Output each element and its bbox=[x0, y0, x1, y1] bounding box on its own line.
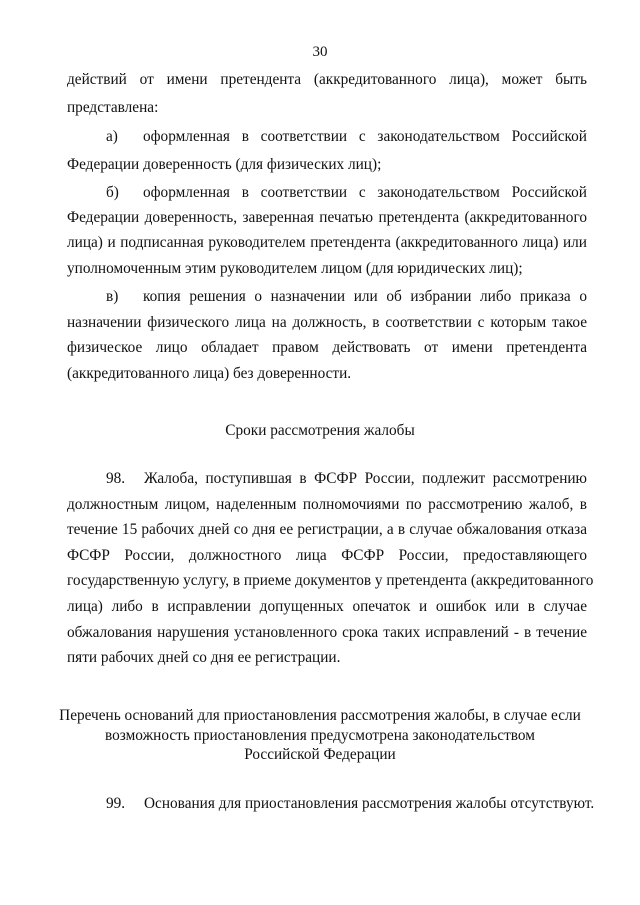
section-heading: Сроки рассмотрения жалобы bbox=[225, 422, 415, 439]
list-item-b-line: оформленная в соответствии с законодательством Российской bbox=[143, 184, 587, 201]
list-item-v-line: копия решения о назначении или об избрании либо приказа о bbox=[143, 288, 587, 305]
clause-number: 99. bbox=[106, 795, 126, 812]
section-heading: возможность приостановления предусмотрена законодательством bbox=[105, 727, 535, 744]
list-item-b-line: уполномоченным этим руководителем лицом (для юридических лиц); bbox=[67, 260, 523, 277]
paragraph-line: действий от имени претендента (аккредитованного лица), может быть bbox=[67, 71, 587, 88]
section-heading: Перечень оснований для приостановления рассмотрения жалобы, в случае если bbox=[59, 707, 581, 724]
list-item-v-line: назначении физического лица на должность, в соответствии с которым такое bbox=[67, 314, 587, 331]
list-item-v bbox=[106, 287, 587, 307]
clause-98 bbox=[106, 469, 587, 489]
list-item-b bbox=[106, 183, 587, 203]
list-marker-v: в) bbox=[106, 288, 119, 305]
list-item-b-line: Федерации доверенность, заверенная печатью претендента (аккредитованного bbox=[67, 209, 587, 226]
list-marker-b: б) bbox=[106, 184, 119, 201]
list-marker-a: а) bbox=[106, 128, 118, 145]
clause-99 bbox=[106, 794, 595, 814]
clause-98-line: государственную услугу, в приеме документов у претендента (аккредитованного bbox=[67, 572, 594, 589]
list-item-a-line: оформленная в соответствии с законодательством Российской bbox=[143, 128, 587, 145]
clause-98-line: обжалования нарушения установленного срока таких исправлений - в течение bbox=[67, 624, 587, 641]
list-item-a-line: Федерации доверенность (для физических лиц); bbox=[67, 156, 382, 173]
clause-98-line: течение 15 рабочих дней со дня ее регистрации, а в случае обжалования отказа bbox=[67, 521, 587, 538]
page-number: 30 bbox=[312, 44, 328, 60]
list-item-a bbox=[106, 127, 587, 147]
clause-98-line: Жалоба, поступившая в ФСФР России, подлежит рассмотрению bbox=[144, 470, 587, 487]
clause-98-line: ФСФР России, должностного лица ФСФР России, предоставляющего bbox=[67, 547, 587, 564]
list-item-b-line: лица) и подписанная руководителем претендента (аккредитованного лица) или bbox=[67, 234, 587, 251]
section-heading: Российской Федерации bbox=[244, 746, 396, 763]
clause-98-line: пяти рабочих дней со дня ее регистрации. bbox=[67, 649, 341, 666]
clause-98-line: должностным лицом, наделенным полномочиями по рассмотрению жалоб, в bbox=[67, 496, 587, 513]
list-item-v-line: физическое лицо обладает правом действовать от имени претендента bbox=[67, 339, 587, 356]
clause-99-text: Основания для приостановления рассмотрения жалобы отсутствуют. bbox=[144, 795, 595, 812]
paragraph-line: представлена: bbox=[67, 99, 159, 116]
clause-number: 98. bbox=[106, 470, 126, 487]
clause-98-line: лица) либо в исправлении допущенных опечаток и ошибок или в случае bbox=[67, 598, 587, 615]
list-item-v-line: (аккредитованного лица) без доверенности. bbox=[67, 365, 352, 382]
